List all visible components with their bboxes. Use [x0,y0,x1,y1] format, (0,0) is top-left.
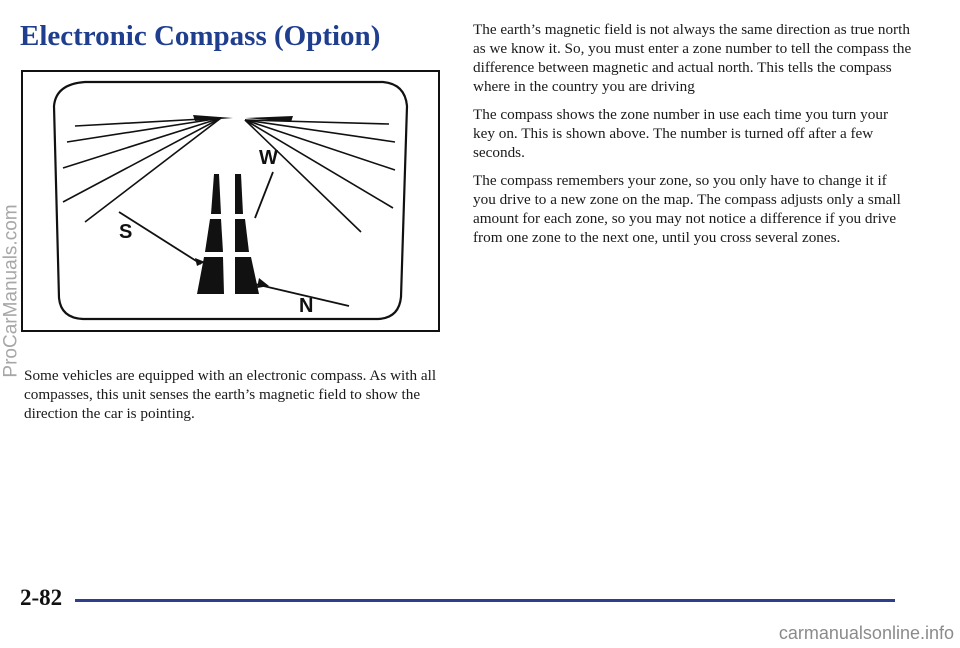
display-outline [54,82,407,319]
right-rays [245,120,395,232]
center-bars [197,174,259,294]
compass-display-icon [23,72,438,330]
right-column [473,20,913,256]
right-paragraph-2: The compass shows the zone number in use each time you turn your key on. This is shown above. The number is turned off after a few seconds. [473,106,889,161]
page-number: 2-82 [20,585,63,610]
footer-rule [75,599,895,602]
left-rays [63,118,221,222]
right-paragraph-1: The earth’s magnetic field is not always the same direction as true north as we know it. So, you must enter a zone number to tell the compass the difference between magnetic and actual north. This tells the compass where in the country you are driving [473,21,912,95]
page-title: Electronic Compass (Option) [20,20,381,52]
left-paragraph: Some vehicles are equipped with an electronic compass. As with all compasses, this unit senses the earth’s magnetic field to show the direction the car is pointing. [24,367,437,422]
right-paragraph-3: The compass remembers your zone, so you only have to change it if you drive to a new zone on the map. The compass adjusts only a small amount for each zone, so you may not notice a difference if you drive from one zone to the next one, until you cross several zones. [473,172,901,246]
bottom-watermark: carmanualsonline.info [778,623,954,643]
w-pointer [255,172,273,218]
label-s: S [119,221,133,243]
side-watermark: ProCarManuals.com [0,204,22,378]
label-w: W [259,147,278,169]
compass-illustration [21,70,440,332]
label-n: N [299,295,314,317]
